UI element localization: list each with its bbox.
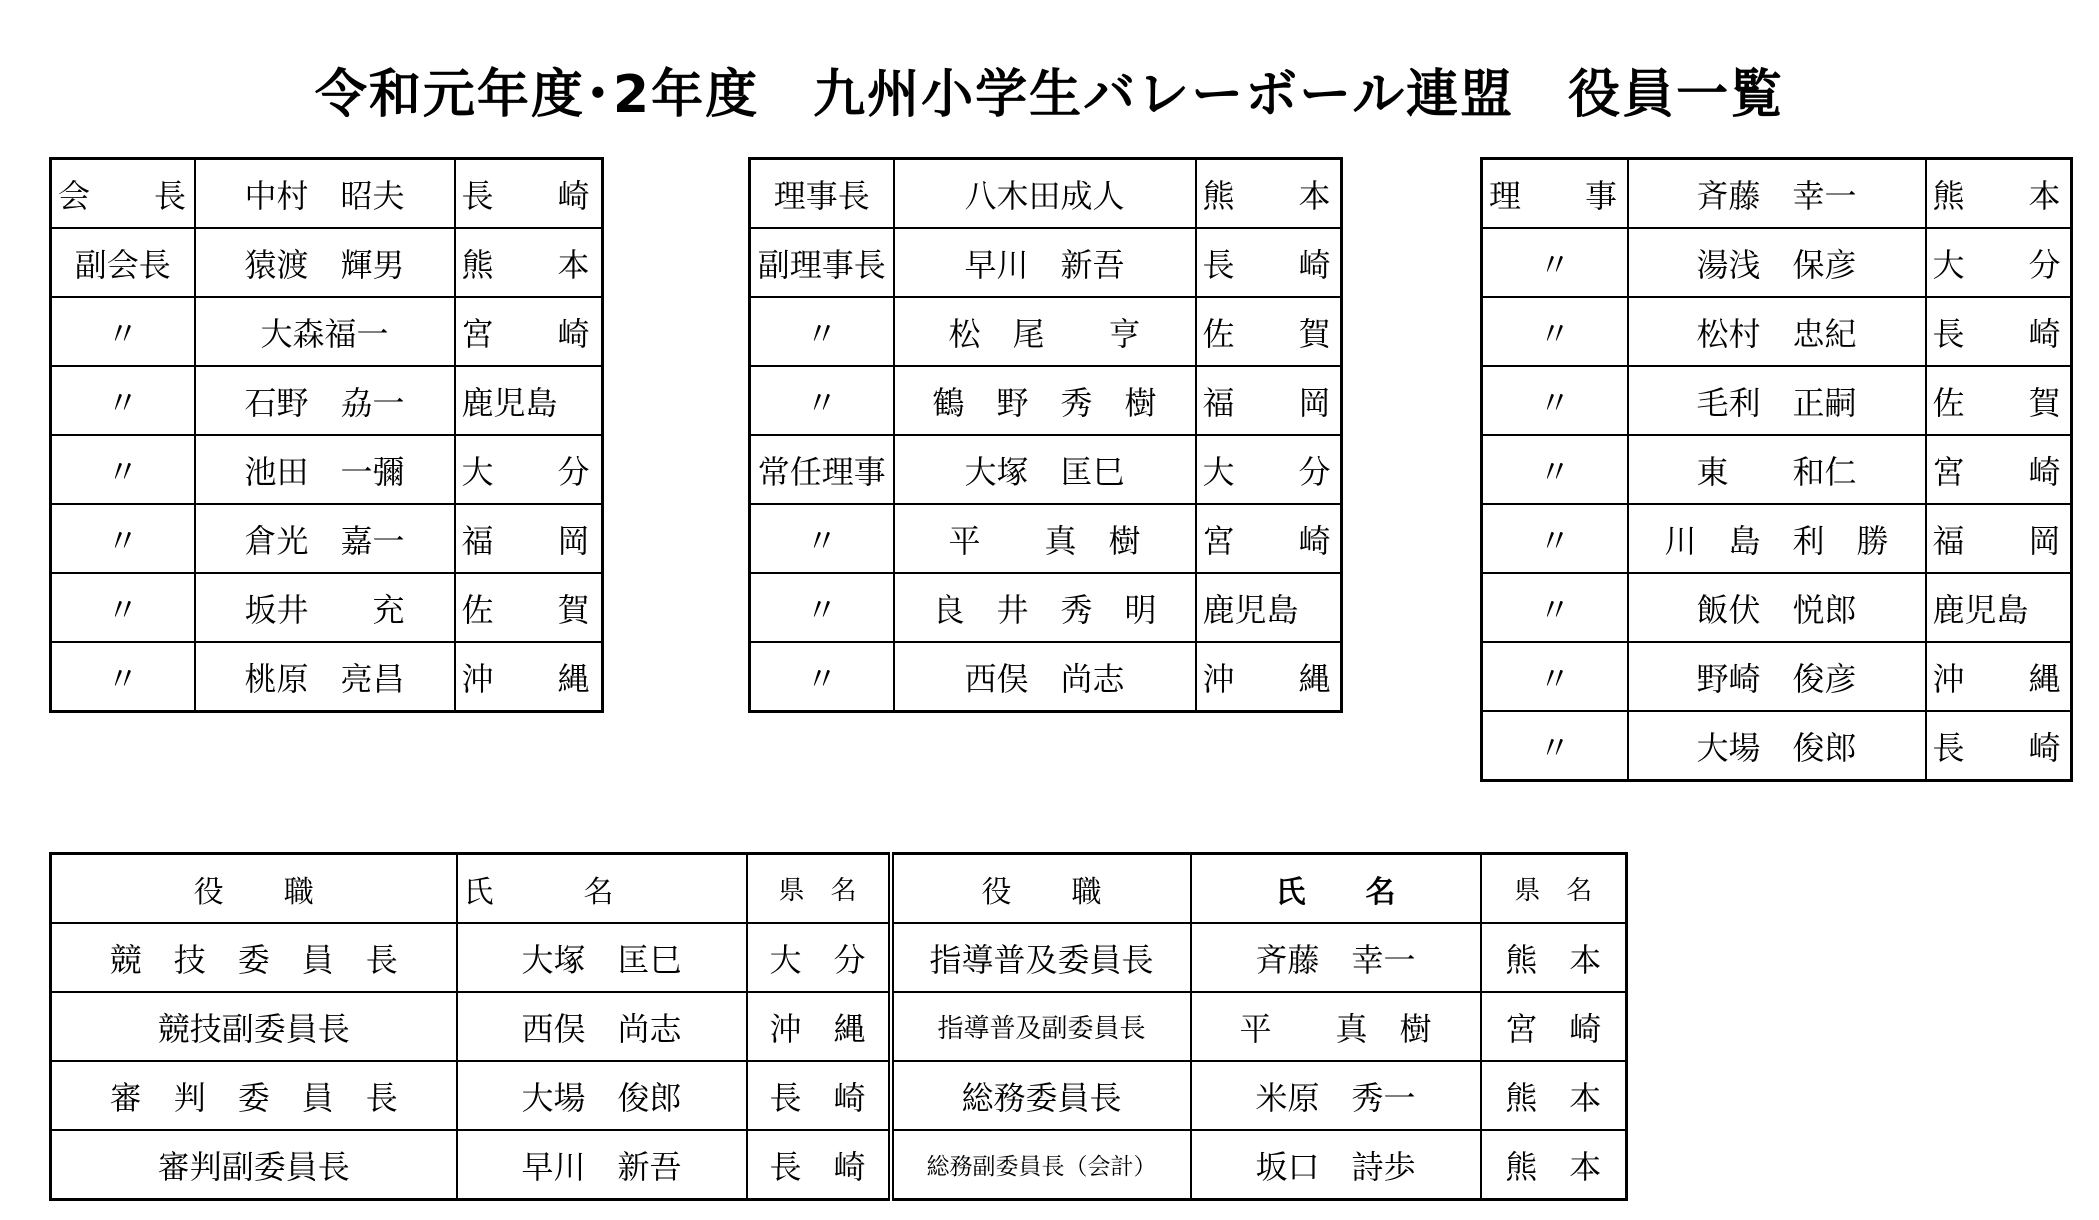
role-cell: 競 技 委 員 長: [51, 923, 457, 992]
name-cell: 桃原 亮昌: [195, 642, 455, 712]
pref-cell: 佐 賀: [1196, 297, 1342, 366]
name-cell: 中村 昭夫: [195, 159, 455, 229]
name-cell: 猿渡 輝男: [195, 228, 455, 297]
header-pref: 県 名: [1481, 854, 1627, 924]
table-row: [1482, 366, 2072, 435]
table-row: [750, 573, 1342, 642]
header-role: 役 職: [891, 854, 1191, 924]
role-cell: 副会長: [51, 228, 195, 297]
name-cell: 斉藤 幸一: [1191, 923, 1481, 992]
pref-cell: 沖 縄: [455, 642, 603, 712]
pref-cell: 長 崎: [747, 1061, 891, 1130]
name-cell: 湯浅 保彦: [1628, 228, 1926, 297]
name-cell: 石野 劦一: [195, 366, 455, 435]
name-cell: 大塚 匡巳: [457, 923, 747, 992]
role-cell: 理 事: [1482, 159, 1628, 229]
pref-cell: 沖 縄: [1926, 642, 2072, 711]
role-cell: 常任理事: [750, 435, 894, 504]
committee-table: [49, 852, 1628, 1201]
name-cell: 早川 新吾: [457, 1130, 747, 1200]
pref-cell: 大 分: [455, 435, 603, 504]
role-cell: 〃: [1482, 435, 1628, 504]
pref-cell: 長 崎: [747, 1130, 891, 1200]
pref-cell: 長 崎: [455, 159, 603, 229]
table-row: [51, 159, 603, 229]
table-row: [51, 573, 603, 642]
name-cell: 松村 忠紀: [1628, 297, 1926, 366]
role-cell: 〃: [750, 504, 894, 573]
table-row: [750, 297, 1342, 366]
pref-cell: 鹿児島: [1926, 573, 2072, 642]
role-cell: 〃: [1482, 366, 1628, 435]
pref-cell: 佐 賀: [455, 573, 603, 642]
name-cell: 倉光 嘉一: [195, 504, 455, 573]
name-cell: 西俣 尚志: [894, 642, 1196, 712]
name-cell: 池田 一彌: [195, 435, 455, 504]
name-cell: 斉藤 幸一: [1628, 159, 1926, 229]
pref-cell: 大 分: [1196, 435, 1342, 504]
table-row: [750, 642, 1342, 712]
pref-cell: 宮 崎: [1926, 435, 2072, 504]
table-row: [51, 435, 603, 504]
pref-cell: 福 岡: [1196, 366, 1342, 435]
name-cell: 良 井 秀 明: [894, 573, 1196, 642]
role-cell: 〃: [750, 297, 894, 366]
pref-cell: 熊 本: [1196, 159, 1342, 229]
role-cell: 指導普及委員長: [891, 923, 1191, 992]
name-cell: 大森福一: [195, 297, 455, 366]
role-cell: 審判副委員長: [51, 1130, 457, 1200]
table-row: [750, 435, 1342, 504]
table-row: [750, 228, 1342, 297]
role-cell: 〃: [750, 573, 894, 642]
pref-cell: 宮 崎: [1481, 992, 1627, 1061]
role-cell: 〃: [750, 366, 894, 435]
name-cell: 早川 新吾: [894, 228, 1196, 297]
pref-cell: 大 分: [747, 923, 891, 992]
role-cell: 指導普及副委員長: [891, 992, 1191, 1061]
role-cell: 総務副委員長（会計）: [891, 1130, 1191, 1200]
role-cell: 競技副委員長: [51, 992, 457, 1061]
pref-cell: 熊 本: [455, 228, 603, 297]
name-cell: 川 島 利 勝: [1628, 504, 1926, 573]
table-row: [1482, 642, 2072, 711]
pref-cell: 熊 本: [1481, 1130, 1627, 1200]
table-row: [51, 642, 603, 712]
pref-cell: 沖 縄: [1196, 642, 1342, 712]
president-table: [49, 157, 604, 713]
pref-cell: 鹿児島: [455, 366, 603, 435]
table-row: [1482, 504, 2072, 573]
role-cell: 〃: [1482, 228, 1628, 297]
role-cell: 審 判 委 員 長: [51, 1061, 457, 1130]
role-cell: 理事長: [750, 159, 894, 229]
role-cell: 〃: [51, 366, 195, 435]
name-cell: 米原 秀一: [1191, 1061, 1481, 1130]
name-cell: 坂井 充: [195, 573, 455, 642]
table-row: [51, 1130, 1627, 1200]
pref-cell: 鹿児島: [1196, 573, 1342, 642]
director-general-table: [748, 157, 1343, 713]
pref-cell: 長 崎: [1926, 711, 2072, 781]
role-cell: 〃: [51, 297, 195, 366]
table-row: [1482, 711, 2072, 781]
name-cell: 野崎 俊彦: [1628, 642, 1926, 711]
table-header-row: [51, 854, 1627, 924]
page-title: 令和元年度･2年度 九州小学生バレーボール連盟 役員一覧: [314, 65, 1785, 125]
table-row: [1482, 435, 2072, 504]
role-cell: 〃: [51, 642, 195, 712]
name-cell: 毛利 正嗣: [1628, 366, 1926, 435]
name-cell: 西俣 尚志: [457, 992, 747, 1061]
name-cell: 平 真 樹: [1191, 992, 1481, 1061]
table-row: [1482, 228, 2072, 297]
table-row: [1482, 159, 2072, 229]
pref-cell: 佐 賀: [1926, 366, 2072, 435]
name-cell: 大塚 匡巳: [894, 435, 1196, 504]
table-row: [51, 297, 603, 366]
table-row: [51, 923, 1627, 992]
table-row: [51, 366, 603, 435]
pref-cell: 福 岡: [455, 504, 603, 573]
name-cell: 八木田成人: [894, 159, 1196, 229]
role-cell: 〃: [1482, 711, 1628, 781]
table-row: [750, 159, 1342, 229]
table-row: [750, 504, 1342, 573]
header-name: 氏 名: [457, 854, 747, 924]
role-cell: 〃: [1482, 642, 1628, 711]
pref-cell: 福 岡: [1926, 504, 2072, 573]
name-cell: 飯伏 悦郎: [1628, 573, 1926, 642]
directors-table: [1480, 157, 2073, 782]
name-cell: 松 尾 亨: [894, 297, 1196, 366]
role-cell: 〃: [51, 573, 195, 642]
pref-cell: 長 崎: [1196, 228, 1342, 297]
name-cell: 大場 俊郎: [1628, 711, 1926, 781]
pref-cell: 熊 本: [1926, 159, 2072, 229]
header-name: 氏 名: [1191, 854, 1481, 924]
name-cell: 大場 俊郎: [457, 1061, 747, 1130]
pref-cell: 熊 本: [1481, 1061, 1627, 1130]
role-cell: 〃: [1482, 573, 1628, 642]
role-cell: 〃: [750, 642, 894, 712]
role-cell: 〃: [1482, 504, 1628, 573]
name-cell: 鶴 野 秀 樹: [894, 366, 1196, 435]
pref-cell: 宮 崎: [1196, 504, 1342, 573]
role-cell: 総務委員長: [891, 1061, 1191, 1130]
pref-cell: 沖 縄: [747, 992, 891, 1061]
pref-cell: 宮 崎: [455, 297, 603, 366]
pref-cell: 長 崎: [1926, 297, 2072, 366]
role-cell: 〃: [51, 504, 195, 573]
table-row: [1482, 573, 2072, 642]
name-cell: 平 真 樹: [894, 504, 1196, 573]
pref-cell: 熊 本: [1481, 923, 1627, 992]
header-role: 役 職: [51, 854, 457, 924]
role-cell: 副理事長: [750, 228, 894, 297]
role-cell: 〃: [51, 435, 195, 504]
table-row: [1482, 297, 2072, 366]
role-cell: 会 長: [51, 159, 195, 229]
table-row: [51, 992, 1627, 1061]
table-row: [51, 504, 603, 573]
pref-cell: 大 分: [1926, 228, 2072, 297]
name-cell: 坂口 詩歩: [1191, 1130, 1481, 1200]
name-cell: 東 和仁: [1628, 435, 1926, 504]
table-row: [51, 228, 603, 297]
table-row: [51, 1061, 1627, 1130]
table-row: [750, 366, 1342, 435]
role-cell: 〃: [1482, 297, 1628, 366]
header-pref: 県 名: [747, 854, 891, 924]
